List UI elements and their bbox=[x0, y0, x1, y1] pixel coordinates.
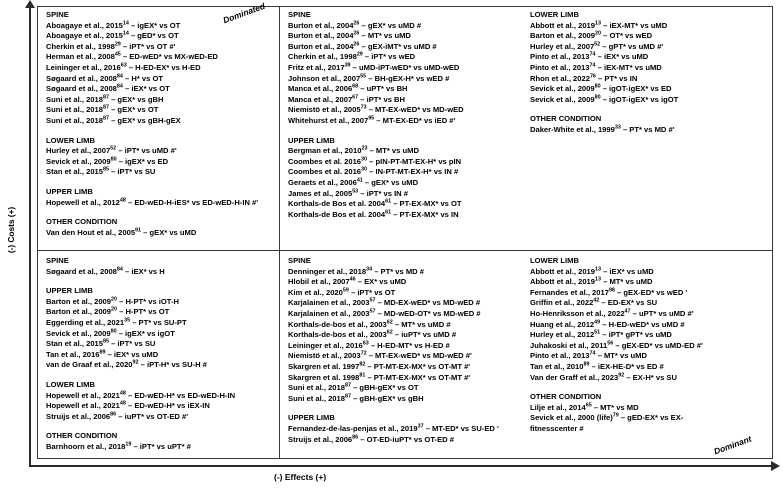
x-axis-arrowhead bbox=[771, 461, 780, 471]
section-heading: OTHER CONDITION bbox=[530, 114, 602, 124]
study-entry: Van den Hout et al., 2005$^{91}$ – gEX* vs uMD bbox=[46, 227, 197, 237]
study-entry: Aboagaye et al., 2015$^{14}$ – igEX* vs OT bbox=[46, 20, 181, 30]
section-heading: OTHER CONDITION bbox=[46, 217, 118, 227]
study-entry: Tan et al., 2010$^{89}$ – iEX-HE-D* vs ED # bbox=[530, 361, 664, 371]
quadrant-top-right bbox=[288, 10, 772, 246]
section-heading: SPINE bbox=[288, 256, 311, 265]
study-entry: Geraets et al., 2006$^{41}$ – gEX* vs uMD bbox=[288, 177, 419, 187]
x-axis-line bbox=[29, 465, 773, 467]
section-spacer bbox=[288, 127, 464, 136]
study-entry: Skargren et al. 1997$^{82}$ – PT-MT-EX-MX* vs OT-MT #' bbox=[288, 361, 471, 371]
study-entry: Korthals-de-bos et al., 2003$^{62}$ – iuPT* vs uMD # bbox=[288, 329, 457, 340]
study-entry: Barton et al., 2009$^{20}$ – OT* vs wED bbox=[530, 30, 653, 41]
study-entry: Suni et al., 2018$^{87}$ – gBH-gEX* vs OT bbox=[288, 382, 419, 393]
study-entry: Hurley et al., 2012$^{51}$ – iPT* gPT* vs uMD bbox=[530, 329, 672, 340]
study-entry: Korthals-de Bos et al. 2004$^{61}$ – PT-EX-MX* vs OT bbox=[288, 198, 462, 209]
section-heading: LOWER LIMB bbox=[46, 135, 95, 145]
study-entry: Denninger et al., 2018$^{34}$ – PT* vs MD # bbox=[288, 266, 424, 276]
section-heading: OTHER CONDITION bbox=[530, 392, 602, 402]
quadrant-column bbox=[530, 10, 678, 136]
study-entry: Daker-White et al., 1999$^{33}$ – PT* vs MD #' bbox=[530, 124, 675, 134]
study-entry: Struijs et al., 2006$^{86}$ – OT-ED-iuPT* vs OT-ED # bbox=[288, 433, 454, 444]
section-heading: UPPER LIMB bbox=[46, 186, 93, 196]
section-spacer bbox=[46, 371, 235, 380]
study-entry: Karjalainen et al., 2003$^{57}$ – MD-EX-wED* vs MD-wED # bbox=[288, 297, 481, 308]
study-entry: Korthals-de-bos et al., 2003$^{62}$ – MT* vs uMD # bbox=[288, 319, 451, 329]
section-heading: UPPER LIMB bbox=[288, 413, 335, 423]
study-entry: Cherkin et al., 1998$^{29}$ – iPT* vs wED bbox=[288, 51, 416, 62]
study-entry: Kim et al., 2020$^{59}$ – iPT* vs OT bbox=[288, 287, 396, 297]
study-entry: Sevick et al., 2009$^{80}$ – igOT-igEX* vs igOT bbox=[530, 94, 679, 104]
section-heading: UPPER LIMB bbox=[46, 286, 93, 296]
study-entry: Burton et al., 2004$^{26}$ – gEX-iMT* vs uMD # bbox=[288, 41, 437, 51]
study-entry: Tan et al., 2016$^{89}$ – iEX* vs uMD bbox=[46, 349, 159, 359]
section-spacer bbox=[530, 105, 678, 114]
study-entry: Søgaard et al., 2008$^{84}$ – H* vs OT bbox=[46, 73, 164, 83]
study-entry: Niemistö et al., 2005$^{73}$ – MT-EX-wED* vs MD-wED bbox=[288, 104, 464, 115]
study-entry: Ho-Henriksson et al., 2022$^{47}$ – uPT* vs uMD #' bbox=[530, 308, 694, 318]
x-axis-label: (-) Effects (+) bbox=[274, 472, 327, 482]
study-entry: Fernandez-de-las-penjas et al., 2019$^{37}$ – MT-ED* vs SU-ED ' bbox=[288, 423, 499, 433]
study-entry: Hopewell et al., 2021$^{48}$ – ED-wED-H* vs iEX-IN bbox=[46, 400, 210, 411]
study-entry: Fritz et al., 2017$^{39}$ – uMD-iPT-wED* vs uMD-wED bbox=[288, 62, 460, 72]
study-entry: Pinto et al., 2013$^{74}$ – MT* vs uMD bbox=[530, 350, 647, 361]
study-entry: Griffin et al., 2022$^{42}$ – ED-EX* vs SU bbox=[530, 297, 658, 308]
vertical-quadrant-divider bbox=[279, 6, 280, 459]
study-entry: Suni et al., 2018$^{87}$ – gEX* vs gBH-gEX bbox=[46, 115, 181, 125]
study-entry: Huang et al., 2012$^{49}$ – H-ED-wED* vs uMD # bbox=[530, 319, 685, 329]
study-entry: Barton et al., 2009$^{20}$ – H-PT* vs iOT-H bbox=[46, 296, 180, 306]
study-entry: Skargren et al. 1998$^{81}$ – PT-MT-EX-MX* vs OT-MT #' bbox=[288, 372, 471, 382]
study-entry: Bergman et al., 2010$^{23}$ – MT* vs uMD bbox=[288, 145, 419, 156]
study-entry: Suni et al., 2018$^{87}$ – gEX* vs OT bbox=[46, 104, 159, 115]
quadrant-column bbox=[288, 10, 464, 220]
study-entry: Eggerding et al., 2021$^{35}$ – PT* vs SU-PT bbox=[46, 317, 187, 327]
section-spacer bbox=[46, 178, 258, 187]
section-heading: LOWER LIMB bbox=[46, 379, 95, 389]
study-entry: Herman et al., 2008$^{45}$ – ED-wED* vs MX-wED-ED bbox=[46, 51, 218, 62]
section-heading: LOWER LIMB bbox=[530, 256, 579, 265]
study-entry: Stan et al., 2015$^{85}$ – iPT* vs SU bbox=[46, 166, 156, 177]
study-entry: Sevick et al., 2009$^{80}$ – igEX* vs ED bbox=[46, 156, 169, 166]
study-entry: Fernandes et al., 2017$^{98}$ – gEX-ED* vs wED ' bbox=[530, 287, 688, 297]
study-entry: Rhon et al., 2022$^{76}$ – PT* vs IN bbox=[530, 73, 638, 83]
study-entry: Whitehurst et al., 2007$^{95}$ – MT-EX-ED* vs iED #' bbox=[288, 115, 456, 125]
study-entry: Pinto et al., 2013$^{74}$ – iEX-MT* vs uMD bbox=[530, 62, 662, 72]
dominated-label: Dominated bbox=[221, 0, 267, 26]
quadrant-top-left bbox=[46, 10, 276, 246]
study-entry: Barton et al., 2009$^{20}$ – H-PT* vs OT bbox=[46, 306, 170, 317]
study-entry: Burton et al., 2004$^{26}$ – gEX* vs uMD # bbox=[288, 20, 422, 30]
study-entry: Struijs et al., 2006$^{86}$ – iuPT* vs OT-ED #' bbox=[46, 411, 189, 421]
study-entry: Manca et al., 2006$^{68}$ – uPT* vs BH bbox=[288, 83, 408, 94]
dominant-label: Dominant bbox=[712, 433, 753, 457]
study-entry: Stan et al., 2015$^{85}$ – iPT* vs SU bbox=[46, 338, 156, 349]
quadrant-column bbox=[530, 256, 703, 435]
study-entry: fitnesscenter # bbox=[530, 423, 584, 433]
study-entry: Sevick et al., 2009$^{80}$ – igEX* vs igOT bbox=[46, 328, 175, 338]
section-heading: SPINE bbox=[46, 256, 69, 265]
study-entry: Hlobil et al., 2007$^{46}$ – EX* vs uMD bbox=[288, 276, 407, 287]
study-entry: Abbott et al., 2019$^{13}$ – MT* vs uMD bbox=[530, 276, 653, 287]
study-entry: Hopewell et al., 2021$^{48}$ – ED-wED-H* vs ED-wED-H-IN bbox=[46, 390, 236, 400]
study-entry: Søgaard et al., 2008$^{84}$ – iEX* vs OT bbox=[46, 83, 170, 94]
y-axis-line bbox=[29, 6, 31, 466]
study-entry: Leininger et al., 2016$^{63}$ – H-ED-EX* vs H-ED bbox=[46, 62, 201, 72]
study-entry: Korthals-de Bos et al. 2004$^{61}$ – PT-EX-MX* vs IN bbox=[288, 209, 459, 219]
study-entry: Juhakoski et al., 2011$^{56}$ – gEX-ED* vs uMD-ED #' bbox=[530, 340, 703, 350]
section-heading: UPPER LIMB bbox=[288, 135, 335, 145]
section-spacer bbox=[46, 208, 258, 217]
section-spacer bbox=[288, 404, 499, 413]
section-spacer bbox=[46, 277, 235, 286]
study-entry: Suni et al., 2018$^{87}$ – gEX* vs gBH bbox=[46, 94, 164, 104]
quadrant-column bbox=[46, 256, 235, 453]
horizontal-quadrant-divider bbox=[37, 250, 773, 251]
study-entry: Burton et al., 2004$^{26}$ – MT* vs uMD bbox=[288, 30, 411, 41]
study-entry: Abbott et al., 2019$^{13}$ – iEX* vs uMD bbox=[530, 266, 654, 276]
study-entry: Barnhoorn et al., 2018$^{19}$ – iPT* vs uPT* # bbox=[46, 441, 191, 451]
study-entry: Cherkin et al., 1998$^{29}$ – iPT* vs OT #' bbox=[46, 41, 176, 51]
section-heading: OTHER CONDITION bbox=[46, 431, 118, 441]
section-heading: SPINE bbox=[288, 10, 311, 19]
study-entry: Van der Graff et al., 2023$^{92}$ – EX-H* vs SU bbox=[530, 372, 677, 382]
study-entry: Karjalainen et al., 2003$^{57}$ – MD-wED-OT* vs MD-wED # bbox=[288, 308, 481, 318]
study-entry: Hopewell et al., 2012$^{48}$ – ED-wED-H-iES* vs ED-wED-H-IN #' bbox=[46, 196, 259, 207]
study-entry: Johnson et al., 2007$^{55}$ – BH-gEX-H* vs wED # bbox=[288, 73, 450, 83]
y-axis-label: (-) Costs (+) bbox=[6, 206, 16, 254]
y-axis-arrowhead bbox=[25, 0, 35, 8]
study-entry: Sevick et al., 2000 (life)$^{79}$ – gED-EX* vs EX- bbox=[530, 412, 684, 423]
study-entry: Suni et al., 2018$^{87}$ – gBH-gEX* vs gBH bbox=[288, 393, 424, 403]
study-entry: James et al., 2005$^{53}$ – iPT* vs IN # bbox=[288, 187, 408, 198]
study-entry: Lilje et al., 2014$^{65}$ – MT* vs MD bbox=[530, 402, 639, 412]
section-heading: SPINE bbox=[46, 10, 69, 19]
quadrant-column bbox=[288, 256, 499, 445]
study-entry: Coombes et al. 2016$^{30}$ – pIN-PT-MT-EX-H* vs pIN bbox=[288, 156, 462, 166]
section-spacer bbox=[530, 383, 703, 392]
section-heading: LOWER LIMB bbox=[530, 10, 579, 19]
study-entry: Niemistö et al., 2003$^{72}$ – MT-EX-wED* vs MD-wED #' bbox=[288, 350, 472, 361]
section-spacer bbox=[46, 127, 258, 136]
study-entry: Coombes et al. 2016$^{30}$ – IN-PT-MT-EX-H* vs IN # bbox=[288, 166, 459, 177]
study-entry: Sevick et al., 2009$^{80}$ – igOT-igEX* vs ED bbox=[530, 83, 672, 94]
study-entry: Hurley et al., 2007$^{52}$ – iPT* vs uMD #' bbox=[46, 145, 177, 156]
study-entry: Manca et al., 2007$^{67}$ – iPT* vs BH bbox=[288, 94, 406, 104]
study-entry: Pinto et al., 2013$^{74}$ – iEX* vs uMD bbox=[530, 51, 649, 62]
study-entry: Leininger et al., 2016$^{63}$ – H-ED-MT* vs H-ED # bbox=[288, 340, 450, 350]
quadrant-bottom-left bbox=[46, 256, 276, 456]
study-entry: Aboagaye et al., 2015$^{14}$ – gED* vs OT bbox=[46, 30, 179, 41]
study-entry: Søgaard et al., 2008$^{84}$ – iEX* vs H bbox=[46, 266, 165, 276]
study-entry: Abbott et al., 2019$^{13}$ – iEX-MT* vs uMD bbox=[530, 20, 668, 30]
section-spacer bbox=[46, 422, 235, 431]
study-entry: Hurley et al., 2007$^{52}$ – gPT* vs uMD #' bbox=[530, 41, 664, 51]
study-entry: van de Graaf et al., 2020$^{92}$ – iPT-H* vs SU-H # bbox=[46, 359, 207, 370]
quadrant-bottom-right bbox=[288, 256, 772, 456]
quadrant-column bbox=[46, 10, 258, 238]
